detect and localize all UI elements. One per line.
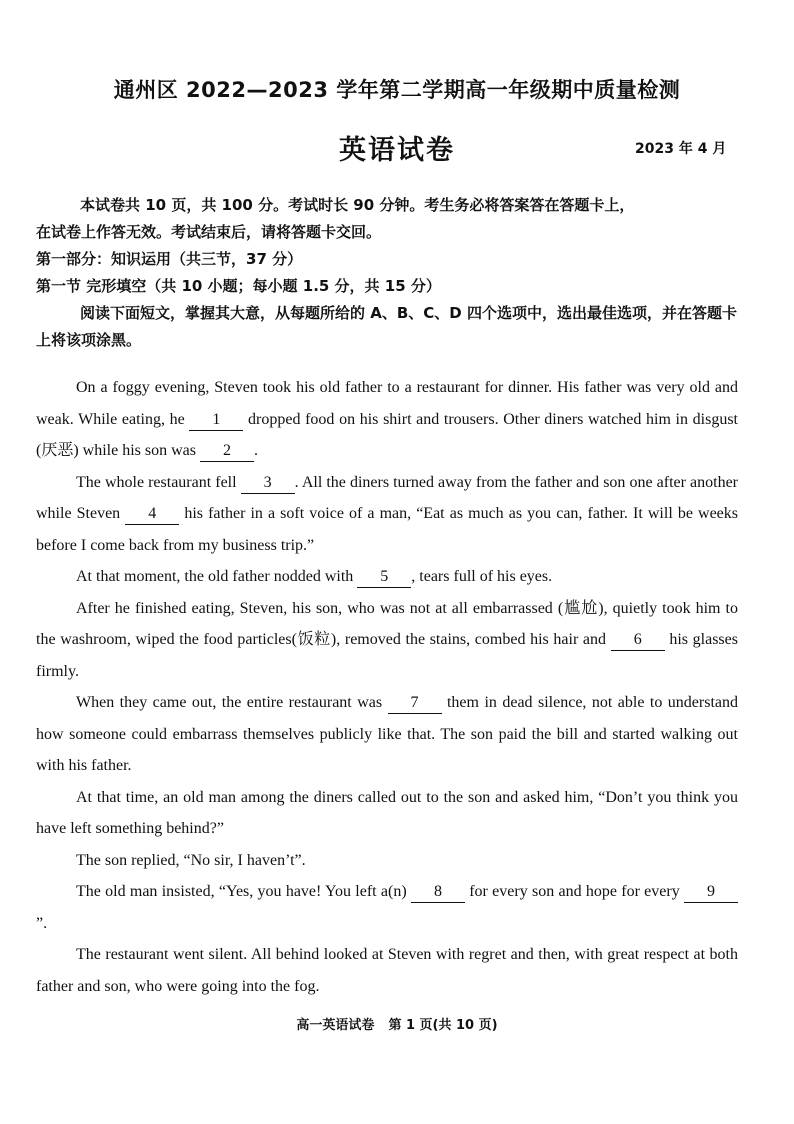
text-run: On a foggy evening, Steven took his old father to a restaurant for dinner. His father was very old and weak. While eating, he	[36, 379, 738, 428]
text-run: ”.	[36, 914, 48, 932]
part-heading: 第一部分：知识运用（共三节，37 分）	[36, 250, 303, 268]
exam-title: 通州区 2022—2023 学年第二学期高一年级期中质量检测	[113, 78, 681, 102]
paragraph-5	[36, 687, 738, 782]
instructions	[36, 192, 750, 354]
text-run: dropped food on his shirt and trousers. Other diners watched him in disgust (厌恶) while his son was	[36, 410, 738, 459]
footer-page-number: 第 1 页(共 10 页)	[388, 1018, 498, 1033]
paragraph-4	[36, 593, 738, 688]
paragraph-3	[36, 561, 738, 593]
text-run: his glasses firmly.	[36, 631, 738, 680]
section-heading: 第一节 完形填空（共 10 小题；每小题 1.5 分，共 15 分）	[36, 277, 441, 295]
instructions-line-2: 在试卷上作答无效。考试结束后，请将答题卡交回。	[36, 223, 382, 241]
text-run: When they came out, the entire restaurant was	[76, 694, 388, 711]
paragraph-7: The son replied, “No sir, I haven’t”.	[76, 851, 306, 869]
paragraph-9: The restaurant went silent. All behind looked at Steven with regret and then, with great respect at both father and son, who were going into the fog.	[36, 946, 738, 995]
paragraph-6: At that time, an old man among the diners called out to the son and asked him, “Don’t you think you have left something behind?”	[36, 788, 738, 837]
blank-5: 5	[357, 567, 411, 588]
subject-row	[0, 128, 794, 168]
blank-1: 1	[189, 410, 243, 431]
text-run: The whole restaurant fell	[76, 473, 241, 491]
text-run: for every son and hope for every	[464, 883, 684, 900]
text-run: The old man insisted, “Yes, you have! You left a(n)	[76, 883, 411, 900]
text-run: , tears full of his eyes.	[411, 568, 553, 585]
blank-8: 8	[411, 882, 465, 903]
blank-9: 9	[684, 882, 738, 903]
text-run: .	[254, 442, 258, 459]
paragraph-8	[36, 876, 738, 939]
blank-3: 3	[241, 473, 295, 494]
blank-2: 2	[200, 441, 254, 462]
exam-date: 2023 年 4 月	[635, 141, 727, 157]
instructions-line-1: 本试卷共 10 页，共 100 分。考试时长 90 分钟。考生务必将答案答在答题卡上，	[80, 196, 635, 214]
paragraph-1	[36, 372, 738, 467]
blank-6: 6	[611, 630, 665, 651]
blank-4: 4	[125, 504, 179, 525]
directions: 阅读下面短文，掌握其大意，从每题所给的 A、B、C、D 四个选项中，选出最佳选项，并在答题卡上将该项涂黑。	[36, 304, 737, 349]
blank-7: 7	[388, 693, 442, 714]
text-run: After he finished eating, Steven, his son, who was not at all embarrassed (尴尬), quietly took him to the washroom, wiped the food particles(饭粒), removed the stains, combed his hair and	[36, 599, 738, 648]
text-run: At that moment, the old father nodded with	[76, 568, 358, 585]
subject-title: 英语试卷	[339, 135, 455, 166]
text-run: his father in a soft voice of a man, “Eat as much as you can, father. It will be weeks before I come back from my business trip.”	[36, 505, 739, 554]
paragraph-2	[36, 467, 738, 562]
text-run: them in dead silence, not able to understand how someone could embarrass themselves publicly like that. The son paid the bill and started walking out with his father.	[36, 694, 738, 774]
page-footer	[0, 1014, 794, 1033]
cloze-passage	[36, 372, 738, 1002]
footer-subject: 高一英语试卷	[296, 1018, 375, 1033]
text-run: . All the diners turned away from the father and son one after another while Steven	[36, 473, 738, 522]
